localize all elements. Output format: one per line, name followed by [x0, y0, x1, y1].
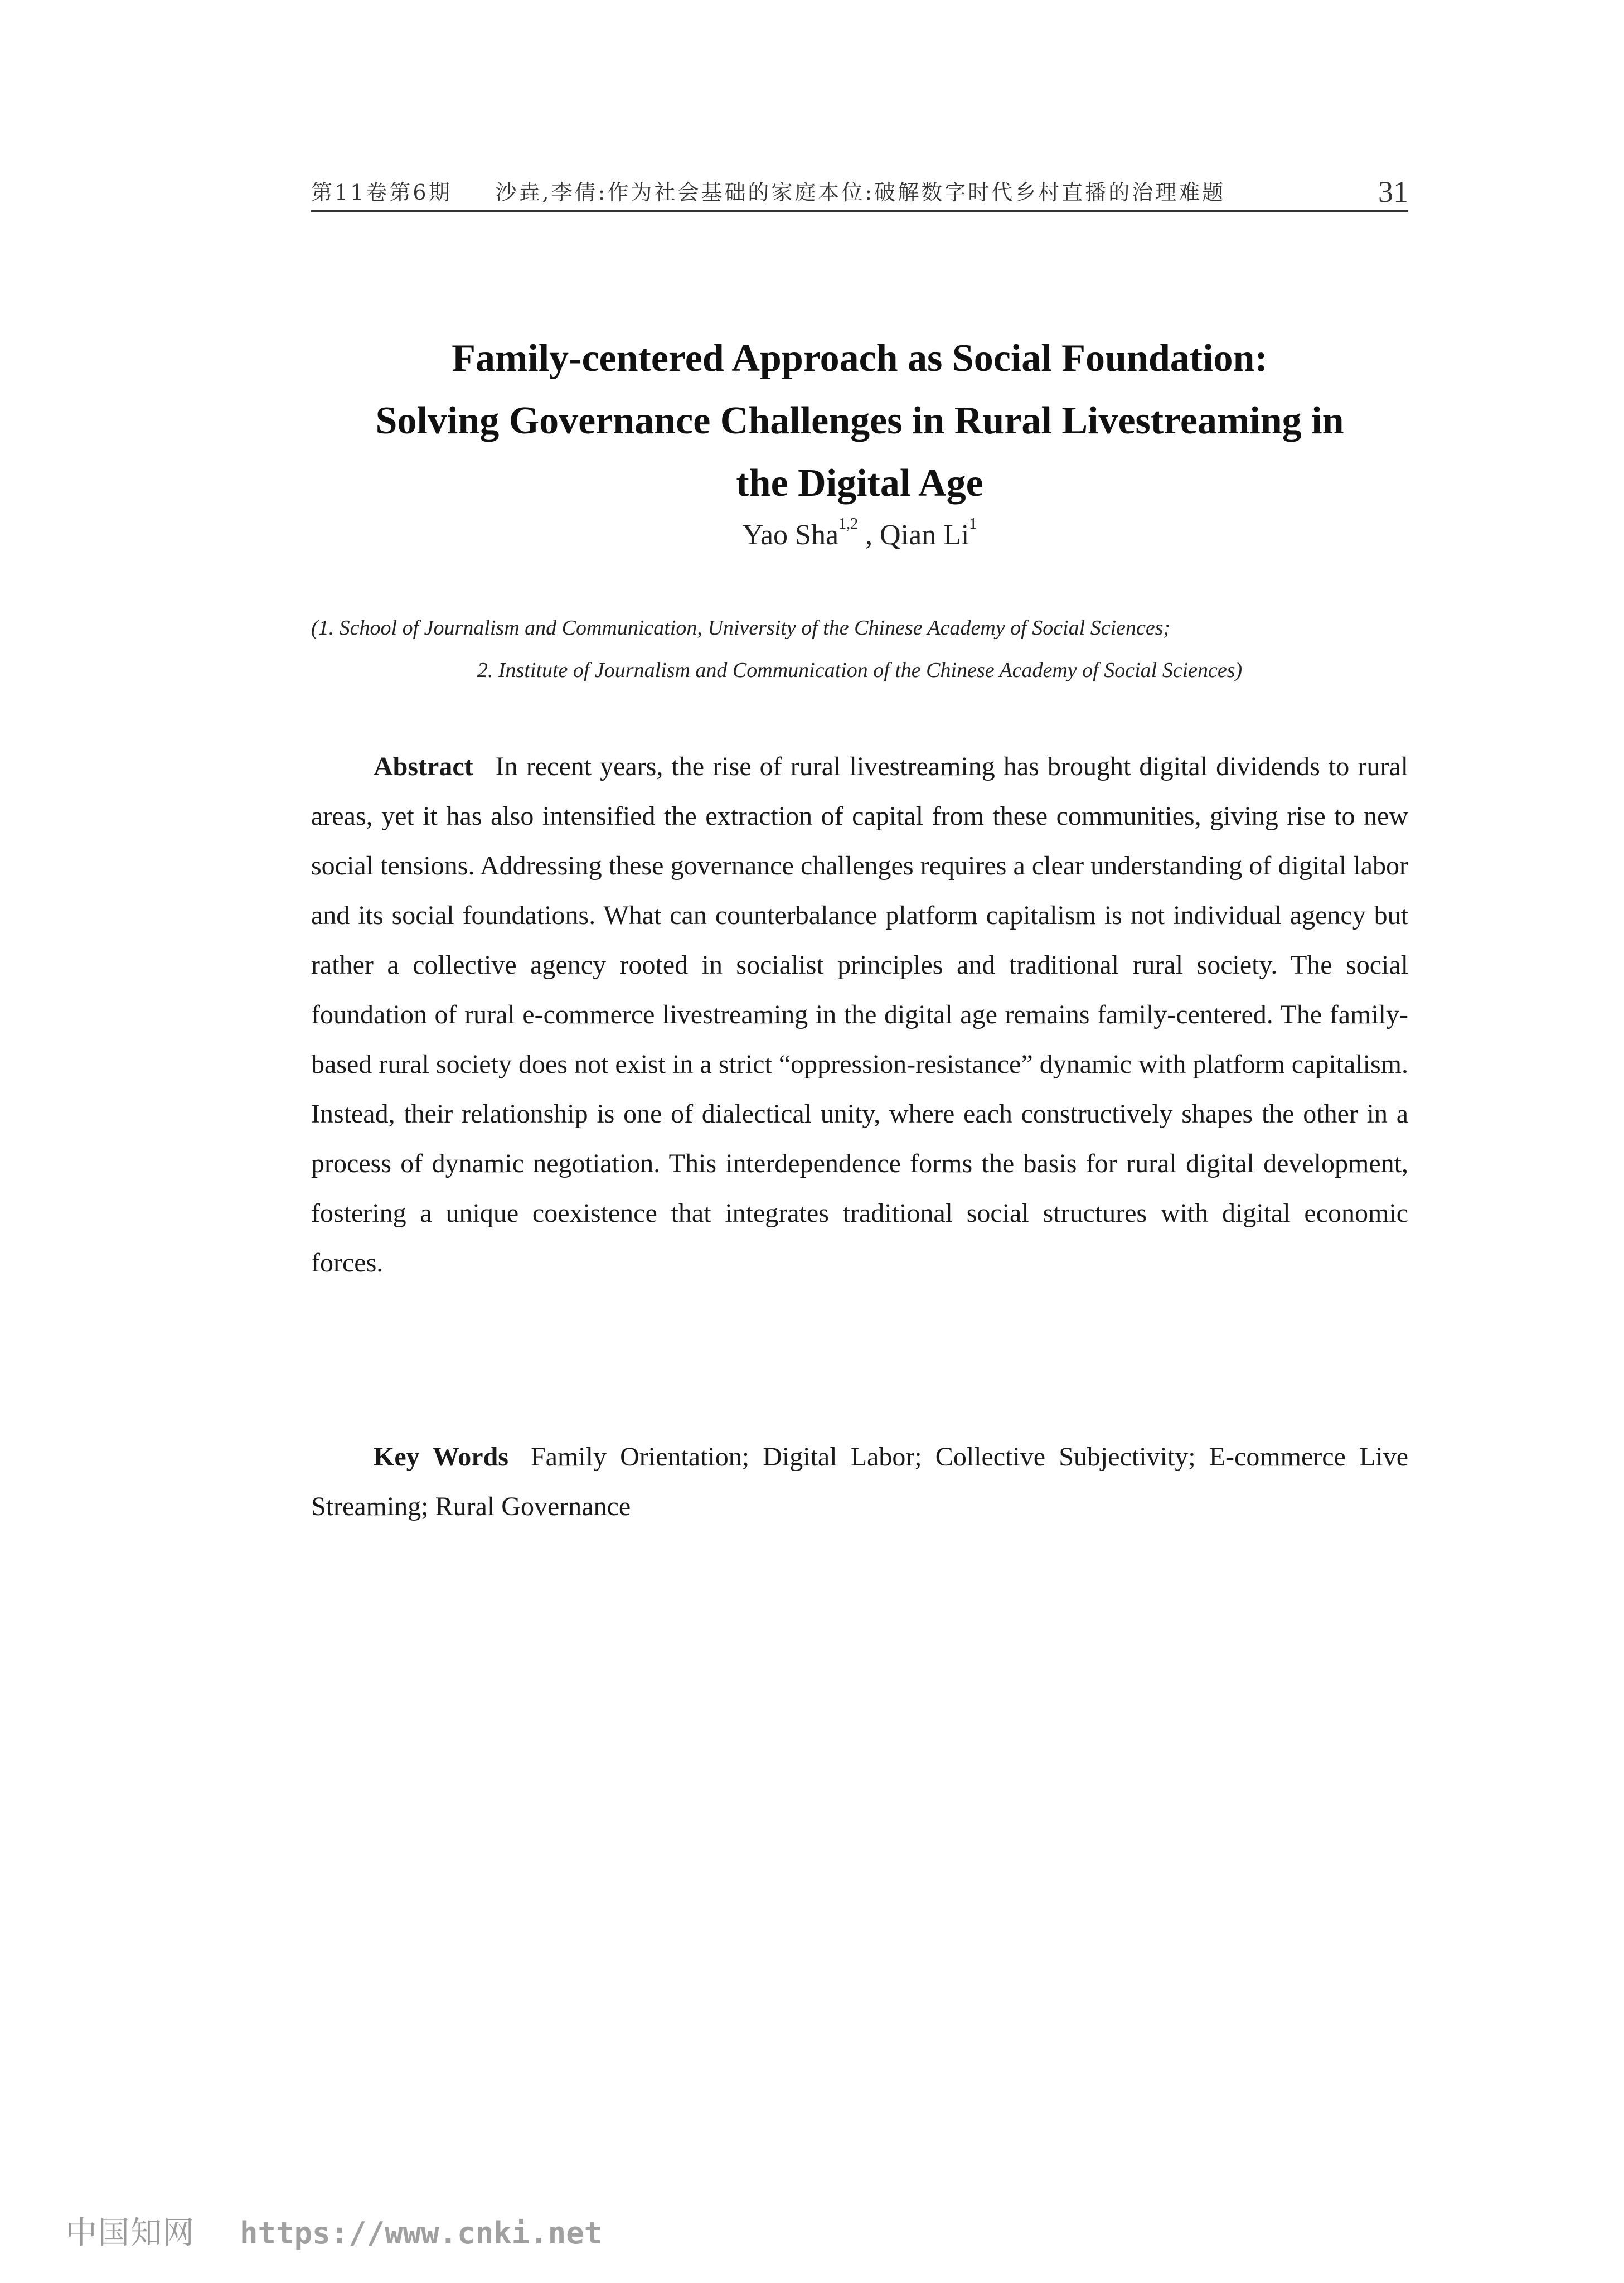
abstract — [311, 742, 1408, 1288]
keywords-text: Family Orientation; Digital Labor; Collective Subjectivity; E-commerce Live Streaming; Rural Governance — [311, 1442, 1408, 1521]
keywords — [311, 1432, 1408, 1531]
abstract-label: Abstract — [374, 752, 473, 781]
article-citation: 沙垚,李倩:作为社会基础的家庭本位:破解数字时代乡村直播的治理难题 — [495, 180, 1226, 205]
author-list — [311, 515, 1408, 552]
title-line-3: the Digital Age — [736, 461, 983, 505]
paper-title — [311, 327, 1408, 515]
watermark-url: https://www.cnki.net — [240, 2216, 603, 2251]
author-name: Yao Sha — [742, 519, 839, 551]
affiliations — [311, 607, 1408, 691]
running-header — [311, 172, 1408, 212]
title-line-2: Solving Governance Challenges in Rural Livestreaming in — [375, 399, 1344, 442]
keywords-label: Key Words — [374, 1442, 508, 1472]
author-affiliation-marker: 1,2 — [838, 515, 859, 533]
cnki-watermark — [66, 2208, 602, 2253]
author-separator: , — [858, 519, 880, 551]
author-name: Qian Li — [880, 519, 969, 551]
journal-volume: 第11卷第6期 — [311, 180, 452, 205]
page-number: 31 — [1378, 175, 1408, 209]
abstract-text: In recent years, the rise of rural livestreaming has brought digital dividends to rural areas, yet it has also intensified the extraction of capital from these communities, giving rise to new social tensions. Addressing these governance challenges requires a clear understanding of digital labor and its social foundations. What can counterbalance platform capitalism is not individual agency but rather a collective agency rooted in socialist principles and traditional rural society. The social foundation of rural e-commerce livestreaming in the digital age remains family-centered. The family-based rural society does not exist in a strict “oppression-resistance” dynamic with platform capitalism. Instead, their relationship is one of dialectical unity, where each constructively shapes the other in a process of dynamic negotiation. This interdependence forms the basis for rural digital development, fostering a unique coexistence that integrates traditional social structures with digital economic forces. — [311, 752, 1408, 1278]
running-header-text — [311, 175, 1225, 206]
watermark-brand: 中国知网 — [66, 2215, 195, 2251]
author-affiliation-marker: 1 — [969, 515, 977, 533]
title-line-1: Family-centered Approach as Social Foundation: — [452, 336, 1268, 380]
affiliation-line-1: (1. School of Journalism and Communication, University of the Chinese Academy of Social Sciences; — [311, 616, 1171, 640]
affiliation-line-2: 2. Institute of Journalism and Communication of the Chinese Academy of Social Sciences) — [477, 659, 1243, 682]
